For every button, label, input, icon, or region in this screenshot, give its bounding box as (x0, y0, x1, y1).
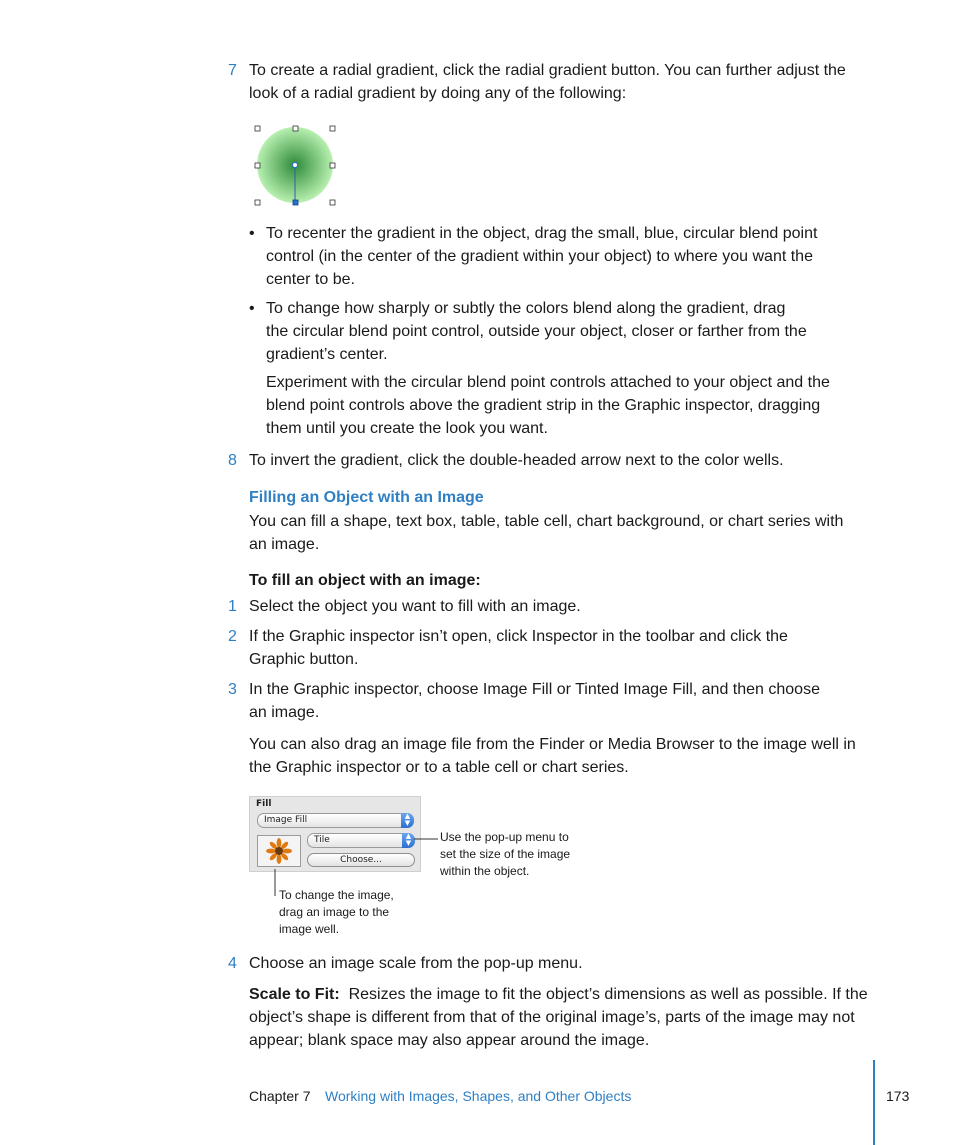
paragraph-line: In the Graphic inspector, choose Image Fill or Tinted Image Fill, and then choose (249, 681, 820, 698)
bullet-marker: • (249, 225, 255, 242)
paragraph-line: them until you create the look you want. (266, 420, 548, 437)
bullet-marker: • (249, 300, 255, 317)
footer-chapter-title[interactable]: Working with Images, Shapes, and Other Objects (325, 1088, 632, 1104)
popup-arrows-icon: ▲ ▼ (402, 833, 415, 848)
selection-handle[interactable] (293, 126, 298, 131)
paragraph-line: an image. (249, 704, 320, 721)
step-7-text (249, 59, 874, 105)
drag-image-paragraph (249, 733, 874, 779)
experiment-paragraph (266, 371, 866, 440)
section-heading: Filling an Object with an Image (249, 489, 484, 506)
bullet-item-sharpness (266, 297, 866, 366)
paragraph-line: the Graphic inspector or to a table cell or chart series. (249, 759, 629, 776)
step-4-text: Choose an image scale from the pop-up menu. (249, 955, 583, 972)
step-1-text: Select the object you want to fill with an image. (249, 598, 581, 615)
callout-line: image well. (279, 922, 340, 936)
bullet-line: gradient’s center. (266, 346, 388, 363)
callout-line: Use the pop-up menu to (440, 830, 569, 844)
callout-line: set the size of the image (440, 847, 571, 861)
paragraph-line: blend point controls above the gradient strip in the Graphic inspector, dragging (266, 397, 821, 414)
bullet-line: To change how sharply or subtly the colors blend along the gradient, drag (266, 300, 786, 317)
selection-handle[interactable] (255, 200, 260, 205)
paragraph-line: Graphic button. (249, 651, 359, 668)
blend-point-handle[interactable] (293, 200, 298, 205)
step-3-text (249, 678, 874, 724)
paragraph-line: object’s shape is different from that of the original image’s, parts of the image may not (249, 1009, 855, 1026)
callout-popup-menu (440, 829, 570, 880)
bullet-item-recenter (266, 222, 866, 291)
step-7-line-1: To create a radial gradient, click the radial gradient button. You can further adjust the (249, 62, 846, 79)
selection-handle[interactable] (330, 200, 335, 205)
step-2-text (249, 625, 874, 671)
footer-chapter: Chapter 7 (249, 1088, 311, 1104)
scale-to-fit-term: Scale to Fit: (249, 986, 340, 1003)
step-7-line-2: look of a radial gradient by doing any of the following: (249, 85, 627, 102)
paragraph-line: Experiment with the circular blend point controls attached to your object and the (266, 374, 830, 391)
paragraph-line (249, 983, 874, 1006)
step-number-1: 1 (228, 598, 237, 615)
callout-line: To change the image, (279, 888, 394, 902)
step-number-2: 2 (228, 628, 237, 645)
step-number-4: 4 (228, 955, 237, 972)
step-8-text: To invert the gradient, click the double-headed arrow next to the color wells. (249, 452, 784, 469)
section-intro (249, 510, 874, 556)
callout-line: within the object. (440, 864, 530, 878)
step-number-3: 3 (228, 681, 237, 698)
fill-type-popup[interactable] (257, 813, 414, 828)
bullet-line: To recenter the gradient in the object, drag the small, blue, circular blend point (266, 225, 818, 242)
selection-handle[interactable] (330, 126, 335, 131)
footer-divider (873, 1060, 875, 1145)
bullet-line: control (in the center of the gradient within your object) to where you want the (266, 248, 813, 265)
bullet-line: center to be. (266, 271, 355, 288)
scale-to-fit-text: Resizes the image to fit the object’s dimensions as well as possible. If the (348, 986, 868, 1003)
paragraph-line: You can fill a shape, text box, table, table cell, chart background, or chart series with (249, 513, 844, 530)
fill-label: Fill (256, 799, 272, 809)
step-number-8: 8 (228, 452, 237, 469)
selection-handle[interactable] (255, 126, 260, 131)
bullet-line: the circular blend point control, outside your object, closer or farther from the (266, 323, 807, 340)
scale-to-fit-paragraph (249, 983, 874, 1052)
paragraph-line: If the Graphic inspector isn’t open, click Inspector in the toolbar and click the (249, 628, 788, 645)
radial-gradient-figure (250, 122, 340, 210)
choose-button[interactable]: Choose... (307, 853, 415, 867)
fill-type-value: Image Fill (264, 815, 308, 825)
step-number-7: 7 (228, 62, 237, 79)
paragraph-line: appear; blank space may also appear around the image. (249, 1032, 650, 1049)
popup-arrows-icon: ▲ ▼ (401, 813, 414, 828)
paragraph-line: You can also drag an image file from the Finder or Media Browser to the image well in (249, 736, 856, 753)
selection-handle[interactable] (255, 163, 260, 168)
task-heading: To fill an object with an image: (249, 572, 481, 589)
page-number: 173 (886, 1088, 910, 1104)
scale-value: Tile (314, 835, 330, 845)
callout-image-well (279, 887, 394, 938)
callout-line: drag an image to the (279, 905, 390, 919)
paragraph-line: an image. (249, 536, 320, 553)
selection-handle[interactable] (330, 163, 335, 168)
circular-blend-point-control[interactable] (293, 163, 298, 168)
